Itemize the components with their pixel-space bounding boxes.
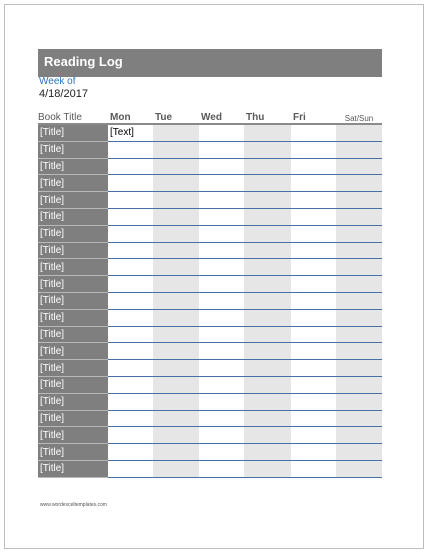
tue-cell[interactable] (153, 225, 199, 242)
table-row (38, 393, 382, 410)
thu-cell[interactable] (244, 141, 291, 158)
book-title-cell[interactable]: [Title] (38, 208, 108, 225)
thu-cell[interactable] (244, 360, 291, 377)
sat-sun-cell[interactable] (336, 292, 382, 309)
tue-cell[interactable] (153, 124, 199, 141)
col-header-fri: Fri (291, 110, 336, 124)
wed-cell[interactable] (199, 141, 244, 158)
tue-cell[interactable] (153, 343, 199, 360)
fri-cell[interactable] (291, 343, 336, 360)
wed-cell[interactable] (199, 192, 244, 209)
thu-cell[interactable] (244, 444, 291, 461)
mon-cell[interactable] (108, 192, 153, 209)
tue-cell[interactable] (153, 427, 199, 444)
wed-cell[interactable] (199, 343, 244, 360)
sat-sun-cell[interactable] (336, 242, 382, 259)
fri-cell[interactable] (291, 124, 336, 141)
sat-sun-cell[interactable] (336, 343, 382, 360)
fri-cell[interactable] (291, 360, 336, 377)
table-row (38, 427, 382, 444)
table-body (38, 124, 382, 477)
table-row (38, 192, 382, 209)
sat-sun-cell[interactable] (336, 444, 382, 461)
mon-cell[interactable] (108, 393, 153, 410)
wed-cell[interactable] (199, 208, 244, 225)
fri-cell[interactable] (291, 410, 336, 427)
fri-cell[interactable] (291, 208, 336, 225)
mon-cell[interactable] (108, 158, 153, 175)
book-title-cell[interactable]: [Title] (38, 343, 108, 360)
book-title-cell[interactable]: [Title] (38, 326, 108, 343)
mon-cell[interactable] (108, 259, 153, 276)
col-header-thu: Thu (244, 110, 291, 124)
mon-cell[interactable] (108, 343, 153, 360)
fri-cell[interactable] (291, 444, 336, 461)
fri-cell[interactable] (291, 326, 336, 343)
thu-cell[interactable] (244, 427, 291, 444)
thu-cell[interactable] (244, 376, 291, 393)
thu-cell[interactable] (244, 410, 291, 427)
wed-cell[interactable] (199, 225, 244, 242)
page-title: Reading Log (44, 54, 123, 69)
table-row (38, 292, 382, 309)
mon-cell[interactable] (108, 444, 153, 461)
tue-cell[interactable] (153, 292, 199, 309)
mon-cell[interactable] (108, 410, 153, 427)
table-row (38, 208, 382, 225)
table-row (38, 376, 382, 393)
tue-cell[interactable] (153, 410, 199, 427)
title-bar (38, 49, 382, 77)
table-row (38, 410, 382, 427)
wed-cell[interactable] (199, 242, 244, 259)
thu-cell[interactable] (244, 460, 291, 477)
table-row (38, 326, 382, 343)
sat-sun-cell[interactable] (336, 259, 382, 276)
mon-cell[interactable] (108, 225, 153, 242)
fri-cell[interactable] (291, 225, 336, 242)
book-title-cell[interactable]: [Title] (38, 309, 108, 326)
table-row (38, 242, 382, 259)
mon-cell[interactable] (108, 175, 153, 192)
sat-sun-cell[interactable] (336, 208, 382, 225)
sat-sun-cell[interactable] (336, 427, 382, 444)
table-row (38, 259, 382, 276)
fri-cell[interactable] (291, 276, 336, 293)
reading-log-table (38, 110, 382, 478)
book-title-cell[interactable]: [Title] (38, 276, 108, 293)
wed-cell[interactable] (199, 175, 244, 192)
sat-sun-cell[interactable] (336, 225, 382, 242)
wed-cell[interactable] (199, 444, 244, 461)
fri-cell[interactable] (291, 309, 336, 326)
book-title-cell[interactable]: [Title] (38, 360, 108, 377)
table-row (38, 343, 382, 360)
mon-cell[interactable] (108, 309, 153, 326)
wed-cell[interactable] (199, 326, 244, 343)
wed-cell[interactable] (199, 292, 244, 309)
mon-cell[interactable] (108, 376, 153, 393)
fri-cell[interactable] (291, 427, 336, 444)
thu-cell[interactable] (244, 326, 291, 343)
sat-sun-cell[interactable] (336, 175, 382, 192)
table-row (38, 309, 382, 326)
sat-sun-cell[interactable] (336, 393, 382, 410)
table-row (38, 124, 382, 141)
wed-cell[interactable] (199, 427, 244, 444)
week-label: Week of (39, 76, 76, 87)
book-title-cell[interactable]: [Title] (38, 292, 108, 309)
mon-cell[interactable] (108, 427, 153, 444)
book-title-cell[interactable]: [Title] (38, 192, 108, 209)
table-header-row (38, 110, 382, 124)
thu-cell[interactable] (244, 175, 291, 192)
wed-cell[interactable] (199, 360, 244, 377)
col-header-tue: Tue (153, 110, 199, 124)
thu-cell[interactable] (244, 292, 291, 309)
book-title-cell[interactable]: [Title] (38, 242, 108, 259)
tue-cell[interactable] (153, 376, 199, 393)
wed-cell[interactable] (199, 376, 244, 393)
sat-sun-cell[interactable] (336, 124, 382, 141)
col-header-wed: Wed (199, 110, 244, 124)
book-title-cell[interactable]: [Title] (38, 124, 108, 141)
table-row (38, 158, 382, 175)
mon-cell[interactable] (108, 242, 153, 259)
table-row (38, 460, 382, 477)
thu-cell[interactable] (244, 242, 291, 259)
tue-cell[interactable] (153, 326, 199, 343)
mon-cell[interactable] (108, 326, 153, 343)
tue-cell[interactable] (153, 242, 199, 259)
wed-cell[interactable] (199, 309, 244, 326)
thu-cell[interactable] (244, 393, 291, 410)
table-row (38, 360, 382, 377)
wed-cell[interactable] (199, 393, 244, 410)
tue-cell[interactable] (153, 393, 199, 410)
table-row (38, 225, 382, 242)
thu-cell[interactable] (244, 158, 291, 175)
wed-cell[interactable] (199, 410, 244, 427)
sat-sun-cell[interactable] (336, 460, 382, 477)
book-title-cell[interactable]: [Title] (38, 427, 108, 444)
mon-cell[interactable] (108, 208, 153, 225)
book-title-cell[interactable]: [Title] (38, 393, 108, 410)
sat-sun-cell[interactable] (336, 360, 382, 377)
sat-sun-cell[interactable] (336, 326, 382, 343)
fri-cell[interactable] (291, 376, 336, 393)
sat-sun-cell[interactable] (336, 276, 382, 293)
tue-cell[interactable] (153, 208, 199, 225)
thu-cell[interactable] (244, 259, 291, 276)
fri-cell[interactable] (291, 175, 336, 192)
book-title-cell[interactable]: [Title] (38, 444, 108, 461)
tue-cell[interactable] (153, 276, 199, 293)
mon-cell[interactable] (108, 141, 153, 158)
fri-cell[interactable] (291, 141, 336, 158)
tue-cell[interactable] (153, 460, 199, 477)
book-title-cell[interactable]: [Title] (38, 225, 108, 242)
wed-cell[interactable] (199, 460, 244, 477)
mon-cell[interactable] (108, 276, 153, 293)
week-date: 4/18/2017 (39, 88, 88, 100)
tue-cell[interactable] (153, 158, 199, 175)
sat-sun-cell[interactable] (336, 309, 382, 326)
fri-cell[interactable] (291, 393, 336, 410)
thu-cell[interactable] (244, 225, 291, 242)
sat-sun-cell[interactable] (336, 376, 382, 393)
sat-sun-cell[interactable] (336, 410, 382, 427)
table-row (38, 444, 382, 461)
thu-cell[interactable] (244, 309, 291, 326)
book-title-cell[interactable]: [Title] (38, 410, 108, 427)
book-title-cell[interactable]: [Title] (38, 460, 108, 477)
mon-cell[interactable] (108, 292, 153, 309)
tue-cell[interactable] (153, 175, 199, 192)
tue-cell[interactable] (153, 444, 199, 461)
tue-cell[interactable] (153, 141, 199, 158)
tue-cell[interactable] (153, 309, 199, 326)
book-title-cell[interactable]: [Title] (38, 259, 108, 276)
wed-cell[interactable] (199, 259, 244, 276)
mon-cell[interactable] (108, 360, 153, 377)
fri-cell[interactable] (291, 158, 336, 175)
wed-cell[interactable] (199, 276, 244, 293)
book-title-cell[interactable]: [Title] (38, 376, 108, 393)
footer-site: www.wordexceltemplates.com (40, 502, 107, 508)
thu-cell[interactable] (244, 192, 291, 209)
table-row (38, 276, 382, 293)
col-header-book-title: Book Title (38, 110, 108, 124)
fri-cell[interactable] (291, 460, 336, 477)
book-title-cell[interactable]: [Title] (38, 158, 108, 175)
book-title-cell[interactable]: [Title] (38, 141, 108, 158)
tue-cell[interactable] (153, 360, 199, 377)
thu-cell[interactable] (244, 208, 291, 225)
mon-cell[interactable] (108, 460, 153, 477)
table-row (38, 141, 382, 158)
wed-cell[interactable] (199, 158, 244, 175)
sat-sun-cell[interactable] (336, 158, 382, 175)
fri-cell[interactable] (291, 242, 336, 259)
table-row (38, 175, 382, 192)
fri-cell[interactable] (291, 292, 336, 309)
col-header-mon: Mon (108, 110, 153, 124)
wed-cell[interactable] (199, 124, 244, 141)
tue-cell[interactable] (153, 192, 199, 209)
sat-sun-cell[interactable] (336, 141, 382, 158)
thu-cell[interactable] (244, 343, 291, 360)
mon-cell[interactable]: [Text] (108, 124, 153, 141)
thu-cell[interactable] (244, 124, 291, 141)
tue-cell[interactable] (153, 259, 199, 276)
fri-cell[interactable] (291, 192, 336, 209)
fri-cell[interactable] (291, 259, 336, 276)
thu-cell[interactable] (244, 276, 291, 293)
book-title-cell[interactable]: [Title] (38, 175, 108, 192)
col-header-sat-sun: Sat/Sun (336, 110, 382, 124)
sat-sun-cell[interactable] (336, 192, 382, 209)
